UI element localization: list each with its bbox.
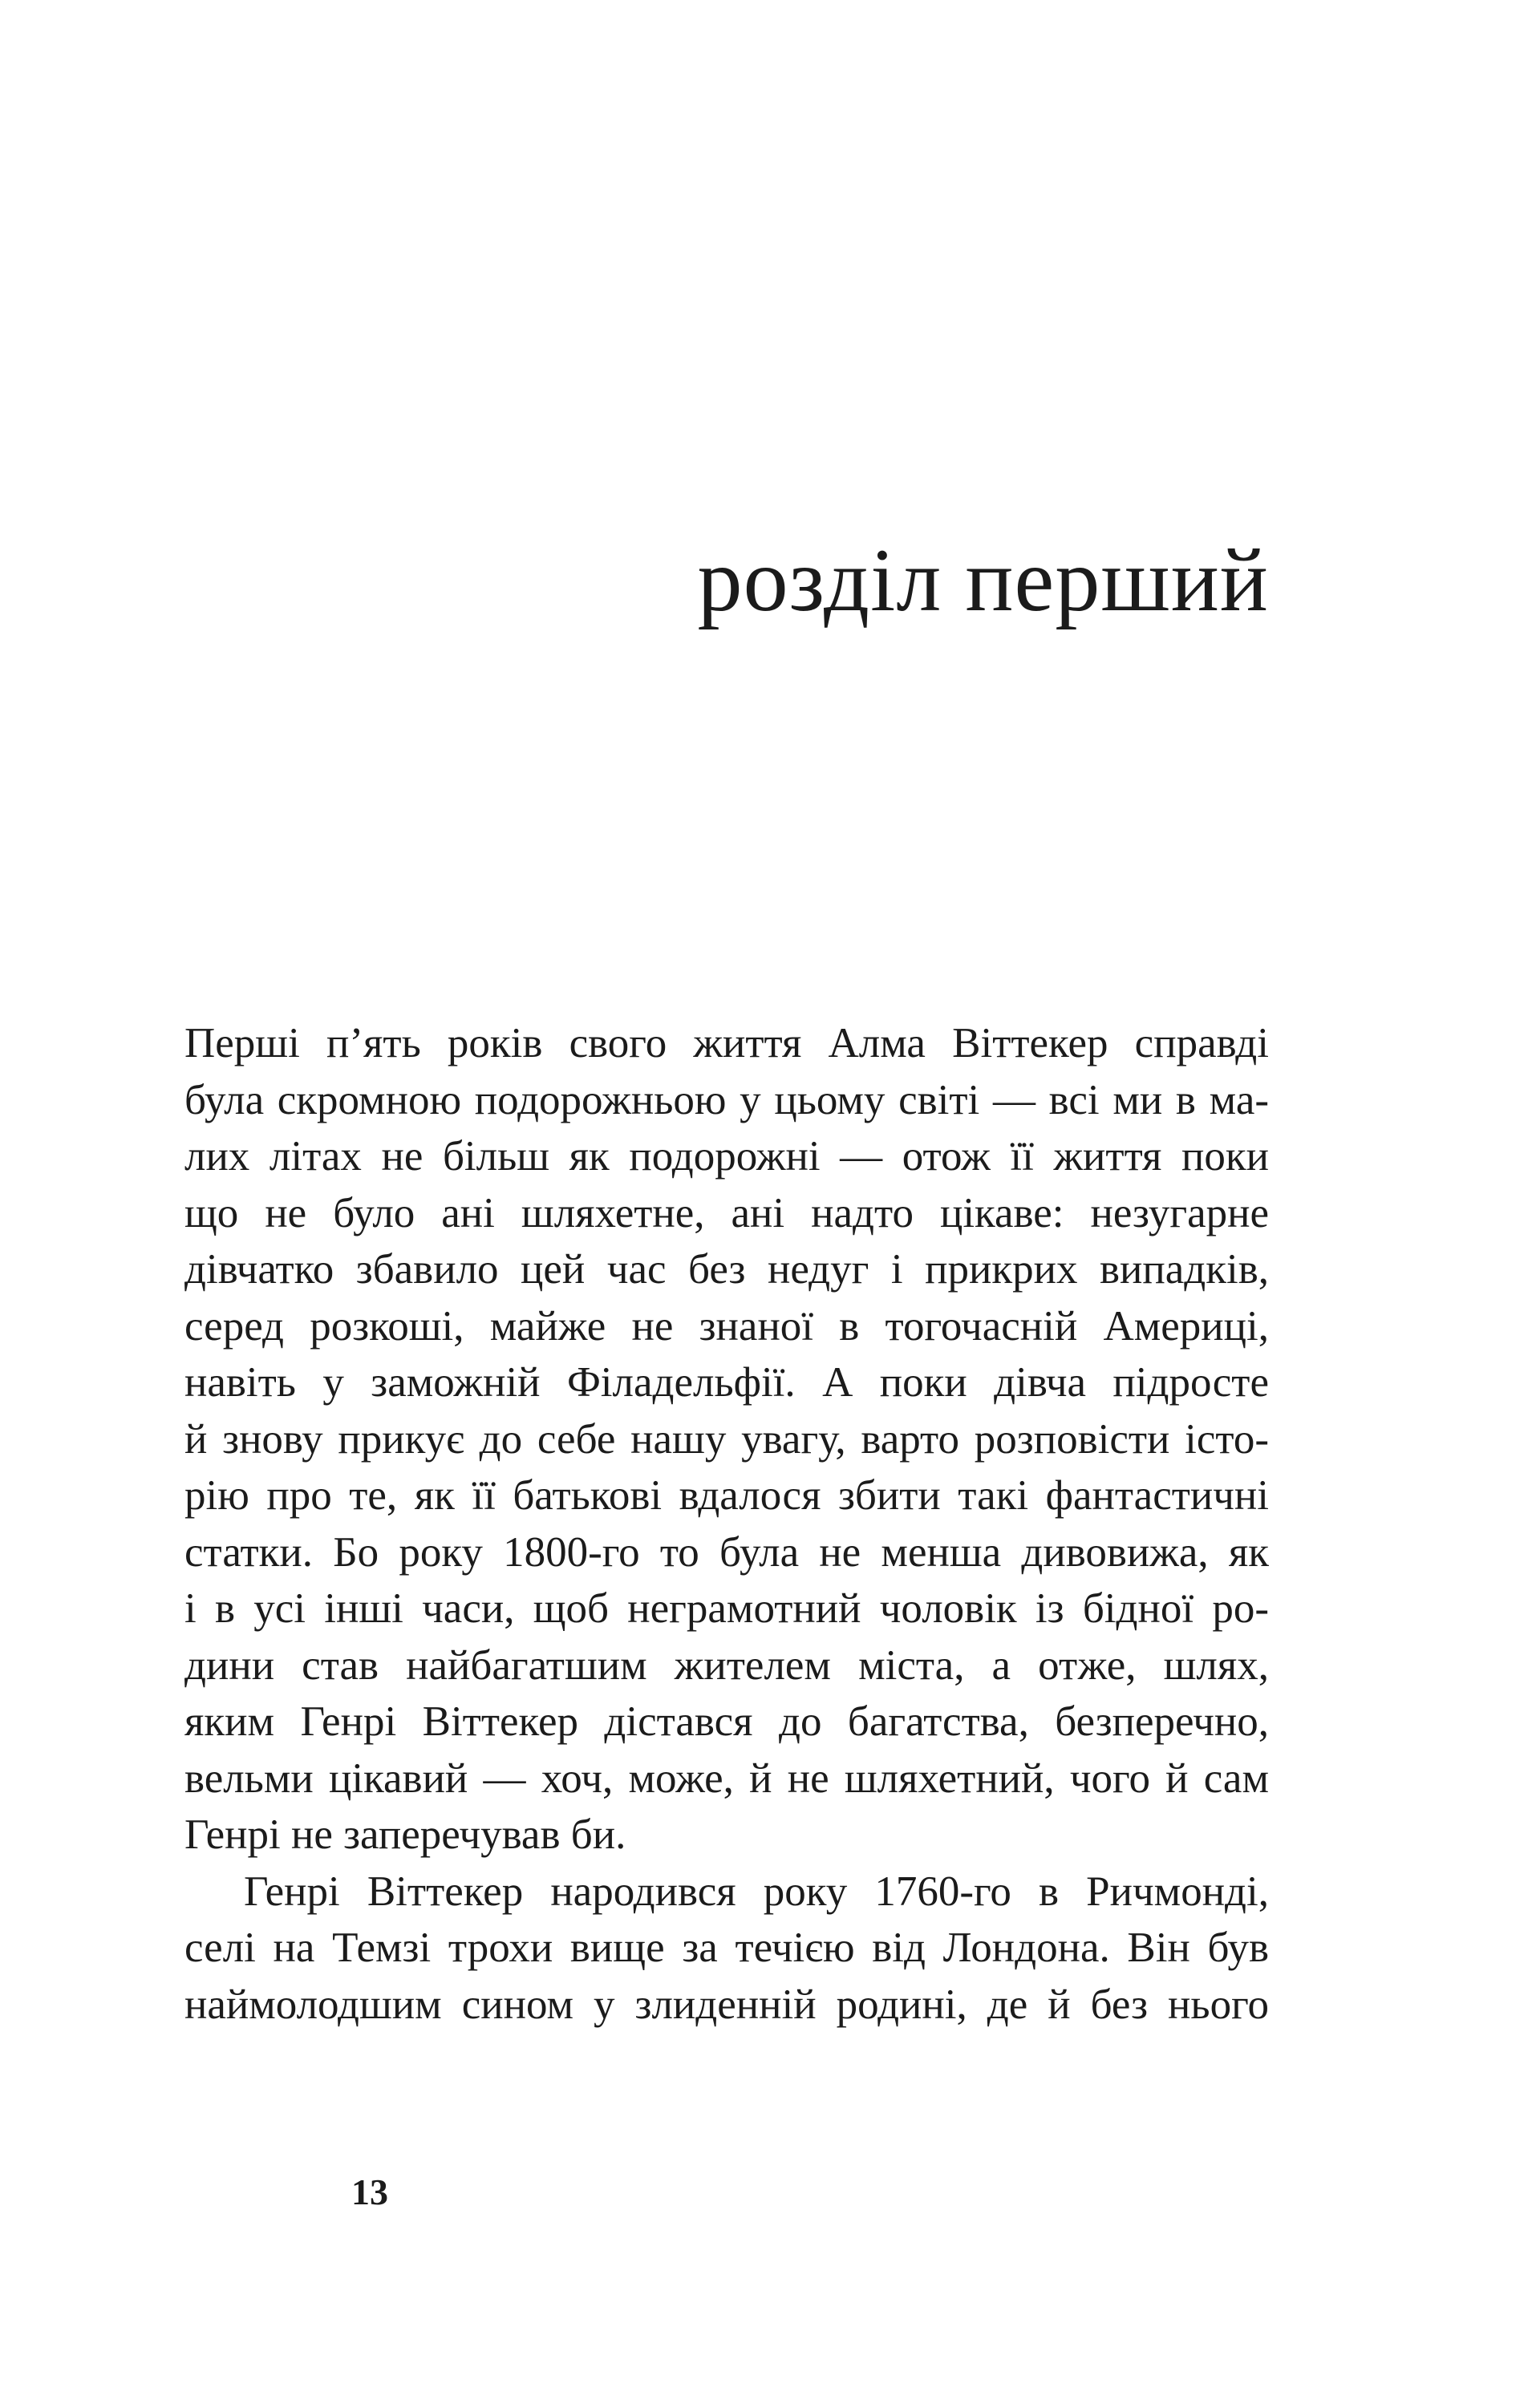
- text-line: вельми цікавий — хоч, може, й не шляхетний, чого й сам: [184, 1754, 1269, 1802]
- text-block: [184, 1015, 1269, 2033]
- text-line: Генрі Віттекер народився року 1760-го в Ричмонді,: [244, 1868, 1269, 1915]
- text-line: яким Генрі Віттекер дістався до багатства, безперечно,: [184, 1698, 1269, 1745]
- text-line: серед розкоші, майже не знаної в тогочасній Америці,: [184, 1302, 1269, 1350]
- text-line: статки. Бо року 1800-го то була не менша дивовижа, як: [184, 1528, 1269, 1576]
- text-line: дини став найбагатшим жителем міста, а отже, шлях,: [184, 1641, 1269, 1689]
- text-line: селі на Темзі трохи вище за течією від Лондона. Він був: [184, 1924, 1269, 1971]
- text-line: наймолодшим сином у злиденній родині, де й без нього: [184, 1981, 1269, 2028]
- text-line: навіть у заможній Філадельфії. А поки дівча підросте: [184, 1359, 1269, 1406]
- text-line: лих літах не більш як подорожні — отож її життя поки: [184, 1133, 1269, 1180]
- paragraph: [184, 1864, 1269, 2034]
- text-line: дівчатко збавило цей час без недуг і прикрих випадків,: [184, 1246, 1269, 1293]
- paragraph: [184, 1015, 1269, 1864]
- page-number: 13: [351, 2171, 388, 2212]
- chapter-title: розділ перший: [697, 531, 1269, 630]
- text-line: рію про те, як її батькові вдалося збити такі фантастичні: [184, 1472, 1269, 1519]
- text-line: і в усі інші часи, щоб неграмотний чоловік із бідної ро-: [184, 1585, 1269, 1632]
- text-line: Перші п’ять років свого життя Алма Віттекер справді: [184, 1020, 1269, 1066]
- text-line: була скромною подорожньою у цьому світі — всі ми в ма-: [184, 1076, 1269, 1123]
- text-line: що не було ані шляхетне, ані надто цікаве: незугарне: [184, 1189, 1269, 1236]
- text-line: й знову прикує до себе нашу увагу, варто розповісти істо-: [184, 1415, 1269, 1463]
- text-line: Генрі не заперечував би.: [184, 1811, 626, 1858]
